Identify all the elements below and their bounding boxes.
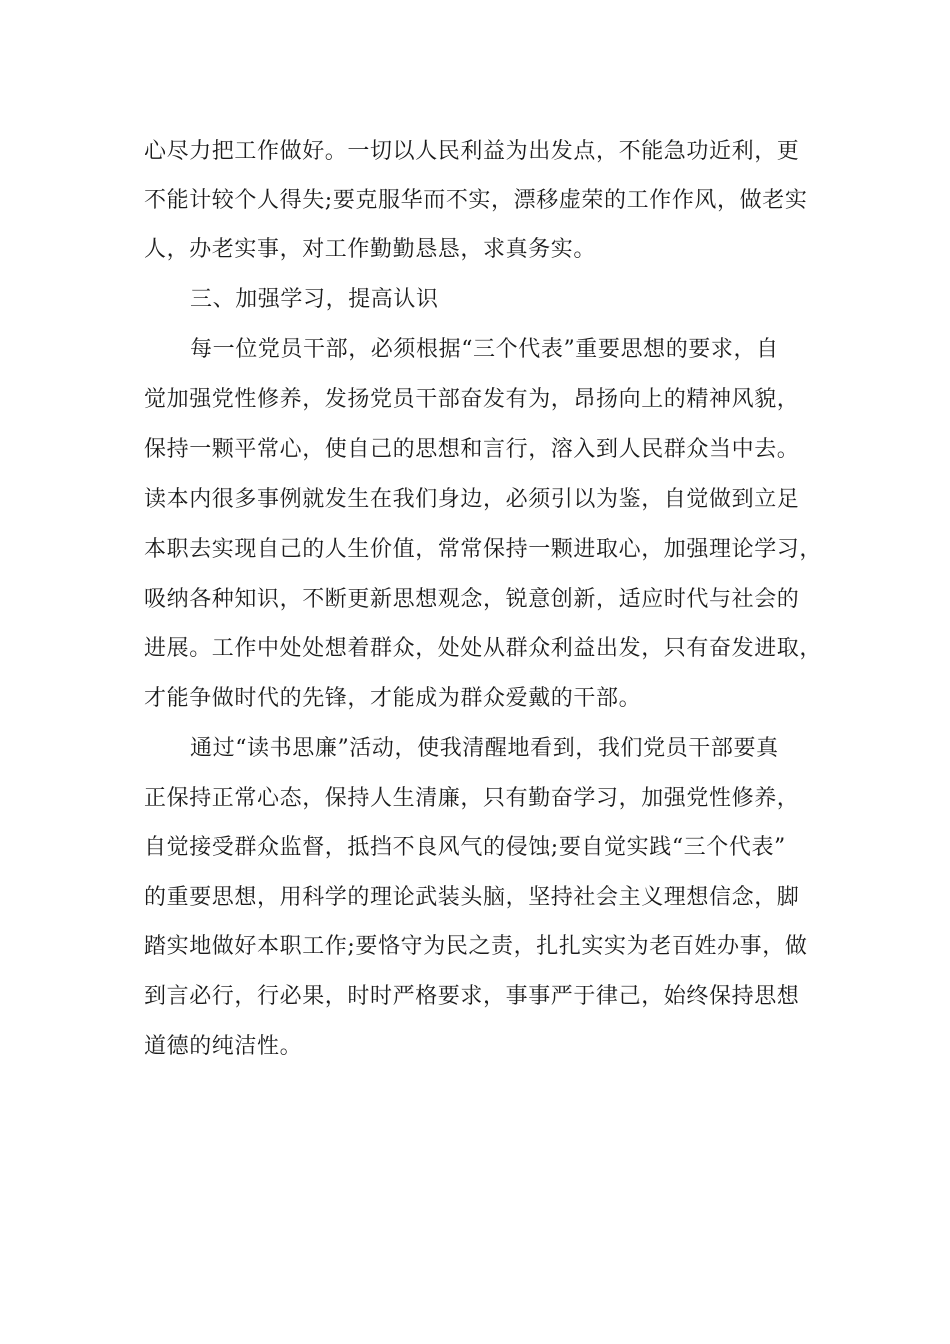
text-line-10: 吸纳各种知识，不断更新思想观念，锐意创新，适应时代与社会的: [144, 587, 800, 612]
text-line-12: 才能争做时代的先锋，才能成为群众爱戴的干部。: [144, 686, 642, 711]
text-line-16: 的重要思想，用科学的理论武装头脑，坚持社会主义理想信念，脚: [144, 885, 800, 910]
text-line-18: 到言必行，行必果，时时严格要求，事事严于律己，始终保持思想: [144, 984, 800, 1009]
text-line-19: 道德的纯洁性。: [144, 1034, 303, 1059]
text-line-3: 人，办老实事，对工作勤勤恳恳，求真务实。: [144, 237, 597, 262]
text-line-2: 不能计较个人得失;要克服华而不实，漂移虚荣的工作作风，做老实: [144, 188, 808, 213]
text-line-6: 觉加强党性修养，发扬党员干部奋发有为，昂扬向上的精神风貌，: [144, 387, 800, 412]
text-line-17: 踏实地做好本职工作;要恪守为民之责，扎扎实实为老百姓办事，做: [144, 934, 808, 959]
text-line-11: 进展。工作中处处想着群众，处处从群众利益出发，只有奋发进取，: [144, 636, 823, 661]
text-line-14: 正保持正常心态，保持人生清廉，只有勤奋学习，加强党性修养，: [144, 786, 800, 811]
text-line-15: 自觉接受群众监督，抵挡不良风气的侵蚀;要自觉实践“三个代表”: [144, 835, 786, 860]
text-line-5: 每一位党员干部，必须根据“三个代表”重要思想的要求，自: [190, 337, 779, 362]
text-line-8: 读本内很多事例就发生在我们身边，必须引以为鉴，自觉做到立足: [144, 487, 800, 512]
section-heading: 三、加强学习，提高认识: [190, 287, 439, 312]
text-line-1: 心尽力把工作做好。一切以人民利益为出发点，不能急功近利，更: [144, 139, 800, 164]
text-line-7: 保持一颗平常心，使自己的思想和言行，溶入到人民群众当中去。: [144, 437, 800, 462]
text-line-13: 通过“读书思廉”活动，使我清醒地看到，我们党员干部要真: [190, 736, 779, 761]
text-line-9: 本职去实现自己的人生价值，常常保持一颗进取心，加强理论学习，: [144, 537, 823, 562]
